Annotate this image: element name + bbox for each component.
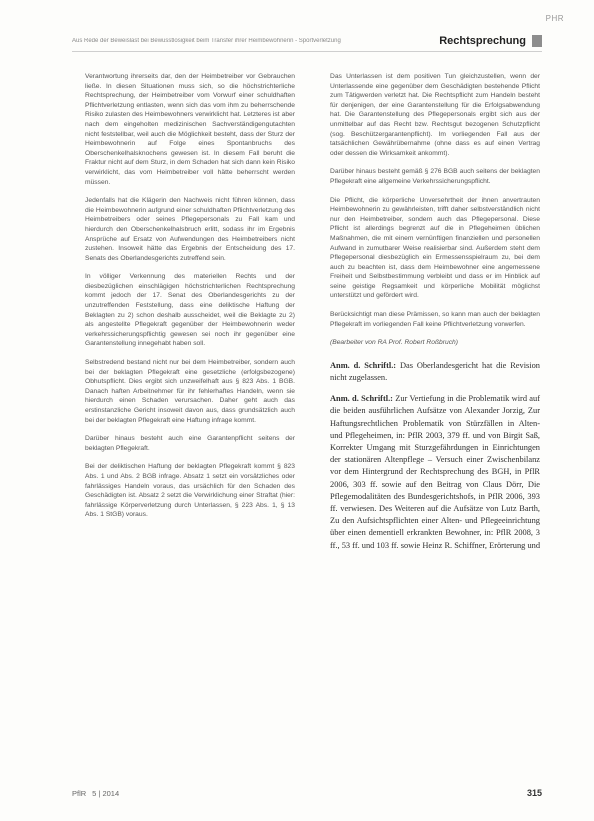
- paragraph: Selbstredend bestand nicht nur bei dem Heimbetreiber, sondern auch bei der beklagten Pflegekraft eine gesetzliche (erfolgsbezogene) Obhutspflicht. Dies ergibt sich unzweifelhaft aus § 823 Abs. 1 BGB. Danach haften Arbeitnehmer für ihr fehlerhaftes Handeln, wenn sie hierdurch einen Schaden verursachen. Daher geht auch das erstinstanzliche Gericht insoweit davon aus, dass grundsätzlich auch bei der beklagten Pflegekraft eine Haftung infrage kommt.: [85, 359, 295, 424]
- annotation-text: Das Oberlandesgericht hat die Revision nicht zugelassen.: [330, 360, 540, 383]
- paragraph: In völliger Verkennung des materiellen Rechts und der diesbezüglichen einschlägigen höchstrichterlichen Rechtsprechung kommt jedoch der 17. Senat des Oberlandesgerichts zu der unzutreffenden Feststellung, dass eine deliktische Haftung der Beklagten zu 2) schon deshalb ausscheidet, weil die Beklagte zu 2) als angestellte Pflegekraft gegenüber der Heimbewohnerin weder verkehrssicherungspflichtig gewesen sei noch ihr gegenüber eine Garantenstellung innegehabt haben soll.: [85, 273, 295, 348]
- editor-credit: (Bearbeiter von RA Prof. Robert Roßbruch): [330, 339, 458, 347]
- paragraph: Darüber hinaus besteht gemäß § 276 BGB auch seitens der beklagten Pflegekraft eine allgemeine Verkehrssicherungspflicht.: [330, 168, 540, 185]
- paragraph: Darüber hinaus besteht auch eine Garantenpflicht seitens der beklagten Pflegekraft.: [85, 435, 295, 452]
- page-number: 315: [526, 788, 542, 798]
- paragraph: Jedenfalls hat die Klägerin den Nachweis nicht führen können, dass die Heimbewohnerin aufgrund einer schuldhaften Pflichtverletzung des Heimbetreibers oder seines Pflegepersonals zu Fall kam und hierdurch den Oberschenkelhalsbruch erlitt, sodass ihr im Ergebnis Ansprüche auf Ersatz von Aufwendungen des Heimbetreibers nicht zustehen. Insoweit hätte das Ergebnis der Entscheidung des 17. Senats des Oberlandesgerichts zutreffend sein.: [85, 197, 295, 262]
- page-footer: [72, 788, 542, 798]
- annotation-note: [330, 360, 540, 384]
- journal-name: PflR: [72, 788, 87, 798]
- issue-number: 5 | 2014: [92, 788, 120, 798]
- section-tag: PHR: [545, 14, 564, 23]
- paragraph: Das Unterlassen ist dem positiven Tun gleichzustellen, wenn der Unterlassende eine gegenüber dem Geschädigten bestehende Pflicht zum Tätigwerden verletzt hat. Die Rechtspflicht zum Handeln besteht für denjenigen, der eine Garantenstellung für die Erfolgsabwendung hat. Die Garantenstellung des Pflegepersonals ergibt sich aus der unmittelbar auf das Recht bzw. Rechtsgut bezogenen Schutzpflicht (sog. Beschützergarantenpflicht). Im vorliegenden Fall aus der tatsächlichen Gewährübernahme (ohne dass es auf einen Vertrag oder dessen die Wirksamkeit ankommt).: [330, 73, 540, 157]
- paragraph: Verantwortung ihrerseits dar, den der Heimbetreiber vor Gebrauchen ließe. In diesen Situationen muss sich, so die höchstrichterliche Rechtsprechung, der Heimbetreiber vom Vorwurf einer schuldhaften Pflichtverletzung entlasten, wenn sich das vom ihm zu beherrschende Risiko zulasten des Heimbewohners verwirklicht hat. Letzteres ist aber nach dem eingeholten medizinischen Sachverständigengutachten nicht feststellbar, weil auch die Möglichkeit besteht, dass der Sturz der Heimbewohnerin auf Folge eines Spontanbruchs des Oberschenkelhalsknochens gewesen ist. In diesem Fall beruht die Fraktur nicht auf dem Sturz, in dem Schaden hat sich dann kein Risiko verwirklicht, das vom Heimbetreiber voll hätte beherrscht werden müssen.: [85, 73, 295, 186]
- annotation-label: Anm. d. Schriftl.:: [330, 360, 397, 370]
- right-column: [330, 72, 540, 561]
- running-title: Aus Rede der Beweislast bei Bewusstlosigkeit beim Transfer ihrer Heimbewohnerin - Sportverletzung: [72, 38, 341, 44]
- header-rule: [72, 51, 542, 52]
- journal-issue: [72, 789, 119, 798]
- paragraph: Die Pflicht, die körperliche Unversehrtheit der ihnen anvertrauten Heimbewohnerin zu gewährleisten, trifft daher selbstverständlich nicht nur den Heimbetreiber, sondern auch das Pflegepersonal. Diese Pflicht ist allerdings begrenzt auf die in Pflegeheimen üblichen Maßnahmen, die mit einem vernünftigen finanziellen und personellen Aufwand in zumutbarer Weise realisierbar sind. Außerdem steht dem Pflegepersonal diesbezüglich ein Ermessensspielraum zu, bei dem auch zu beachten ist, dass dem Heimbewohner eine angemessene Freiheit und Selbstbestimmung verbleibt und dass er im Hinblick auf seine geistige Regsamkeit und körperliche Mobilität möglichst unterstützt und gefördert wird.: [330, 196, 540, 300]
- paragraph: Bei der deliktischen Haftung der beklagten Pflegekraft kommt § 823 Abs. 1 und Abs. 2 BGB infrage. Absatz 1 setzt ein vorsätzliches oder fahrlässiges Handeln voraus, das ursächlich für den Schaden des Geschädigten ist. Absatz 2 setzt die Verwirklichung einer Straftat (hier: fahrlässige Körperverletzung durch Unterlassen, § 223 Abs. 1, § 13 Abs. 1 StGB) voraus.: [85, 463, 295, 519]
- page-header: [72, 34, 542, 48]
- section-title: Rechtsprechung: [439, 35, 526, 47]
- annotation-note: [330, 393, 540, 552]
- section-marker: [532, 35, 542, 47]
- left-column: [85, 72, 295, 529]
- annotation-text: Zur Vertiefung in die Problematik wird auf die beiden ausführlichen Aufsätze von Alexander Jorzig, Zur Haftungsrechtlichen Problematik von Stürzfällen in Alten- und Pflegeheimen, in: PflR 2003, 379 ff. und von Birgit Saß, Korrekter Umgang mit Sturzgefährdungen in Einrichtungen der stationären Altenpflege – Versuch einer Zwischenbilanz vor dem Hintergrund der Rechtsprechung des BGH, in PflR 2006, 303 ff. sowie auf den Beitrag von Claus Dörr, Die Pflegemodalitäten des Bundesgerichtshofs, in PflR 2006, 393 ff. verwiesen. Des Weiteren auf die Aufsätze von Lutz Barth, Zu den Aufsichtspflichten einer Alten- und Pflegeeinrichtung über einen dementiell erkrankten Bewohner, in: PflR 2008, 3 ff., 53 ff. und 103 ff. sowie Heinz R. Schiffner, Erörterung und: [330, 394, 541, 550]
- paragraph: Berücksichtigt man diese Prämissen, so kann man auch der beklagten Pflegekraft im vorliegenden Fall keine Pflichtverletzung vorwerfen.: [330, 311, 540, 328]
- annotation-label: Anm. d. Schriftl.:: [330, 394, 393, 404]
